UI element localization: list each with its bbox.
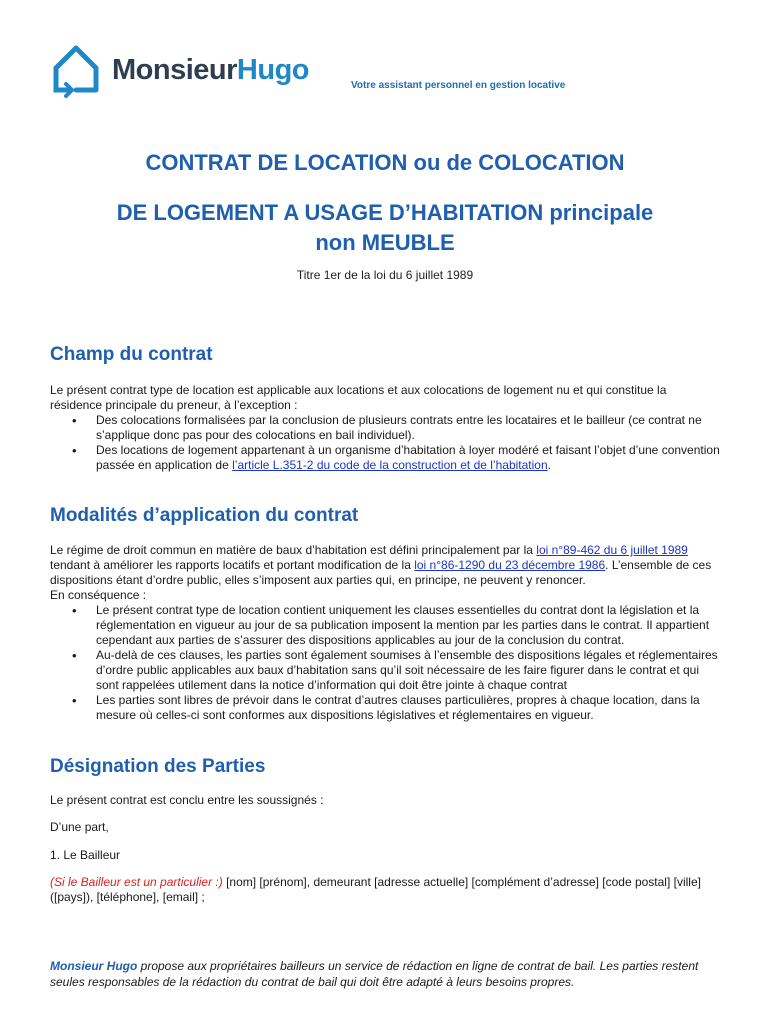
bullet-text-end: . <box>547 458 551 472</box>
section-heading-champ: Champ du contrat <box>50 344 213 365</box>
bullet-text: Des colocations formalisées par la conclusion de plusieurs contrats entre les locataires et le bailleur (ce contrat ne s’applique donc pas pour des colocations en bail individuel). <box>96 413 702 442</box>
bailleur-details <box>50 875 720 905</box>
tagline: Votre assistant personnel en gestion locative <box>351 80 566 91</box>
logo-monsieur: Monsieur <box>112 54 237 86</box>
bullet-text: Au-delà de ces clauses, les parties sont également soumises à l’ensemble des dispositions légales et réglementaires d’ordre public applicables aux baux d’habitation sans qu’il soit nécessaire de les faire figurer dans le contrat et qui sont rappelées utilement dans la notice d’information qui doit être jointe à chaque contrat <box>96 648 718 692</box>
bullet-text: Les parties sont libres de prévoir dans le contrat d’autres clauses particulières, propres à chaque location, dans la mesure où celles-ci sont conformes aux dispositions législatives et réglementaires en vigueur. <box>96 693 700 722</box>
consequence-label: En conséquence : <box>50 588 147 602</box>
house-icon <box>50 42 106 98</box>
section-heading-modalites: Modalités d’application du contrat <box>50 505 359 526</box>
title-line-3: non MEUBLE <box>315 230 455 255</box>
designation-p2: D’une part, <box>50 820 109 834</box>
designation-p1: Le présent contrat est conclu entre les soussignés : <box>50 793 324 807</box>
list-item <box>50 443 720 473</box>
law-link-1986[interactable]: loi n°86-1290 du 23 décembre 1986 <box>414 558 606 572</box>
logo-wordmark <box>112 50 309 90</box>
list-item <box>50 413 720 443</box>
modalites-bullets <box>50 603 720 723</box>
modalites-paragraph <box>50 543 720 588</box>
bailleur-fields: [nom] [prénom], demeurant [adresse actuelle] [complément d’adresse] [code postal] [ville] ([pays]), [téléphone], [email] ; <box>50 875 701 904</box>
section-heading-designation: Désignation des Parties <box>50 756 266 777</box>
para-text: tendant à améliorer les rapports locatifs et portant modification de la <box>50 558 415 572</box>
article-link[interactable]: l’article L.351-2 du code de la construction et de l’habitation <box>232 458 548 472</box>
footer-text: propose aux propriétaires bailleurs un service de rédaction en ligne de contrat de bail. Les parties restent seules responsables de la rédaction du contrat de bail qui doit être adapté à leurs besoins propres. <box>50 959 699 989</box>
list-item <box>50 693 720 723</box>
para-text: Le régime de droit commun en matière de baux d’habitation est défini principalement par la <box>50 543 537 557</box>
subtitle: Titre 1er de la loi du 6 juillet 1989 <box>296 268 474 282</box>
footer-brand: Monsieur Hugo <box>50 959 138 973</box>
para-text: . L’ensemble de ces dispositions étant d’ordre public, elles s’imposent aux parties qui, en principe, ne peuvent y renoncer. <box>50 558 712 587</box>
bailleur-condition: (Si le Bailleur est un particulier :) <box>50 875 223 889</box>
logo-hugo: Hugo <box>236 54 309 86</box>
footer-note <box>50 958 720 990</box>
bullet-text: Le présent contrat type de location contient uniquement les clauses essentielles du contrat dont la législation et la réglementation en vigueur au jour de sa publication imposent la mention par les parties dans le contrat. Il appartient cependant aux parties de s’assurer des dispositions applicables au jour de la conclusion du contrat. <box>96 603 710 647</box>
header <box>50 40 730 100</box>
title-line-2: DE LOGEMENT A USAGE D’HABITATION principale <box>116 200 654 225</box>
bullet-text: Des locations de logement appartenant à un organisme d’habitation à loyer modéré et faisant l’objet d’une convention passée en application de <box>96 443 720 472</box>
list-item <box>50 648 720 693</box>
champ-bullets <box>50 413 720 473</box>
law-link-1989[interactable]: loi n°89-462 du 6 juillet 1989 <box>536 543 688 557</box>
designation-p3: 1. Le Bailleur <box>50 848 121 862</box>
champ-intro: Le présent contrat type de location est applicable aux locations et aux colocations de logement nu et qui constitue la résidence principale du preneur, à l’exception : <box>50 383 667 412</box>
title-line-1: CONTRAT DE LOCATION ou de COLOCATION <box>145 150 625 175</box>
list-item <box>50 603 720 648</box>
